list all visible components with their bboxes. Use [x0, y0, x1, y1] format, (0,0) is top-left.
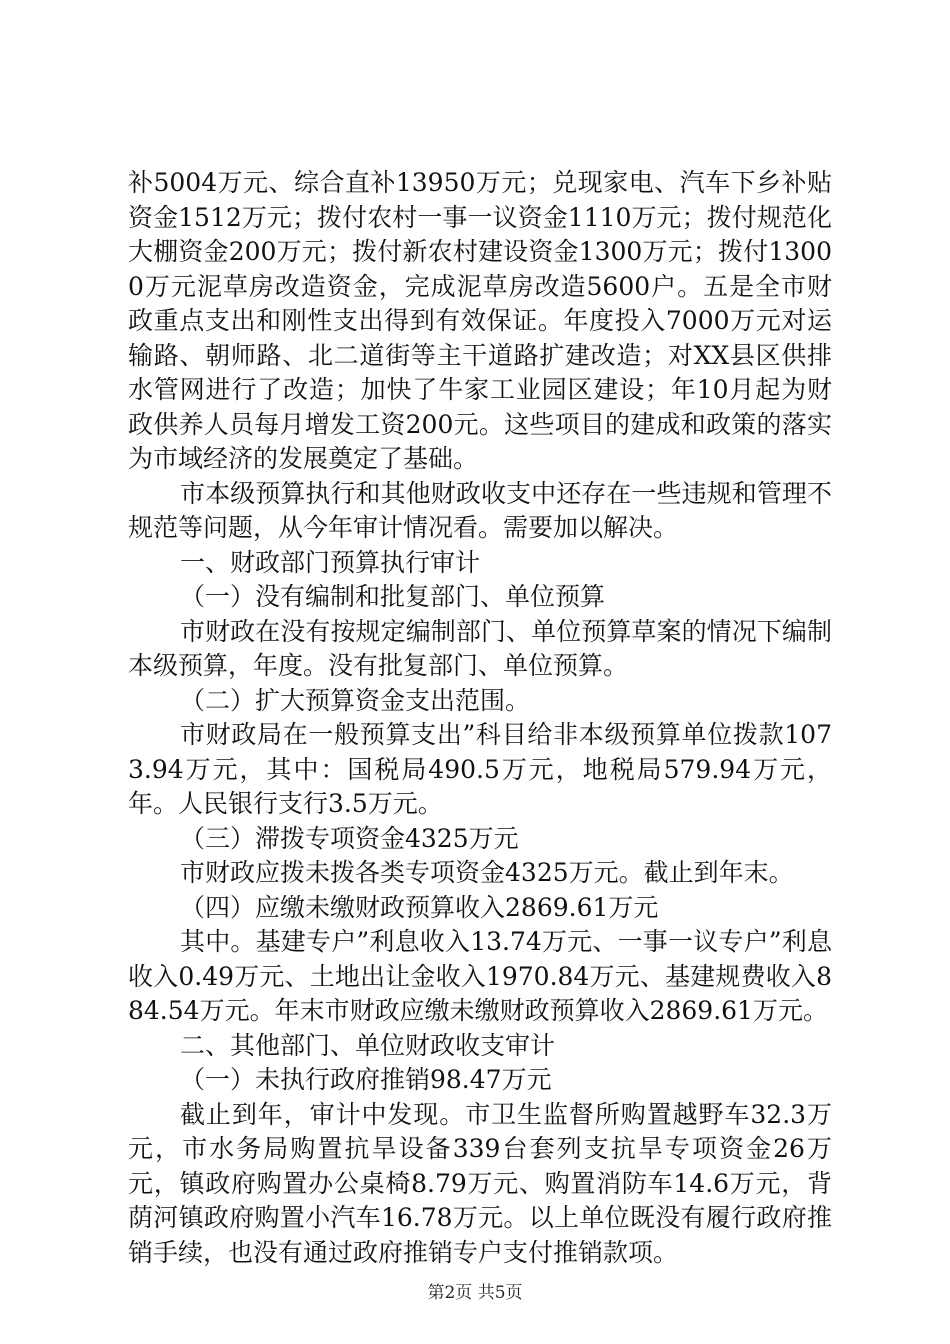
subsection-heading: （一）没有编制和批复部门、单位预算: [180, 582, 606, 611]
paragraph: 市财政局在一般预算支出”科目给非本级预算单位拨款1073.94万元，其中：国税局490.5万元，地税局579.94万元，年。人民银行支行3.5万元。: [128, 720, 832, 818]
paragraph: 补5004万元、综合直补13950万元；兑现家电、汽车下乡补贴资金1512万元；拨付农村一事一议资金1110万元；拨付规范化大棚资金200万元；拨付新农村建设资金1300万元；拨付13000万元泥草房改造资金，完成泥草房改造5600户。五是全市财政重点支出和刚性支出得到有效保证。年度投入7000万元对运输路、朝师路、北二道街等主干道路扩建改造；对XX县区供排水管网进行了改造；加快了牛家工业园区建设；年10月起为财政供养人员每月增发工资200元。这些项目的建成和政策的落实为市域经济的发展奠定了基础。: [128, 168, 832, 473]
section-heading: 一、财政部门预算执行审计: [180, 547, 481, 577]
page-number-label: 第2页 共5页: [427, 1283, 523, 1303]
section-heading: 二、其他部门、单位财政收支审计: [180, 1030, 556, 1060]
subsection-heading: （四）应缴未缴财政预算收入2869.61万元: [180, 892, 659, 922]
document-body: [128, 166, 832, 1270]
subsection-heading: （二）扩大预算资金支出范围。: [180, 685, 531, 715]
paragraph: 其中。基建专户”利息收入13.74万元、一事一议专户”利息收入0.49万元、土地出让金收入1970.84万元、基建规费收入884.54万元。年末市财政应缴未缴财政预算收入2869.61万元。: [128, 927, 832, 1025]
paragraph: 市本级预算执行和其他财政收支中还存在一些违规和管理不规范等问题，从今年审计情况看。需要加以解决。: [128, 478, 832, 542]
subsection-heading: （三）滞拨专项资金4325万元: [180, 823, 519, 853]
page-footer: [0, 1282, 950, 1304]
subsection-heading: （一）未执行政府推销98.47万元: [180, 1065, 552, 1094]
paragraph: 截止到年，审计中发现。市卫生监督所购置越野车32.3万元，市水务局购置抗旱设备339台套列支抗旱专项资金26万元，镇政府购置办公桌椅8.79万元、购置消防车14.6万元，背荫河镇政府购置小汽车16.78万元。以上单位既没有履行政府推销手续，也没有通过政府推销专户支付推销款项。: [128, 1099, 832, 1267]
paragraph: 市财政应拨未拨各类专项资金4325万元。截止到年末。: [180, 858, 794, 887]
paragraph: 市财政在没有按规定编制部门、单位预算草案的情况下编制本级预算，年度。没有批复部门、单位预算。: [128, 616, 832, 680]
